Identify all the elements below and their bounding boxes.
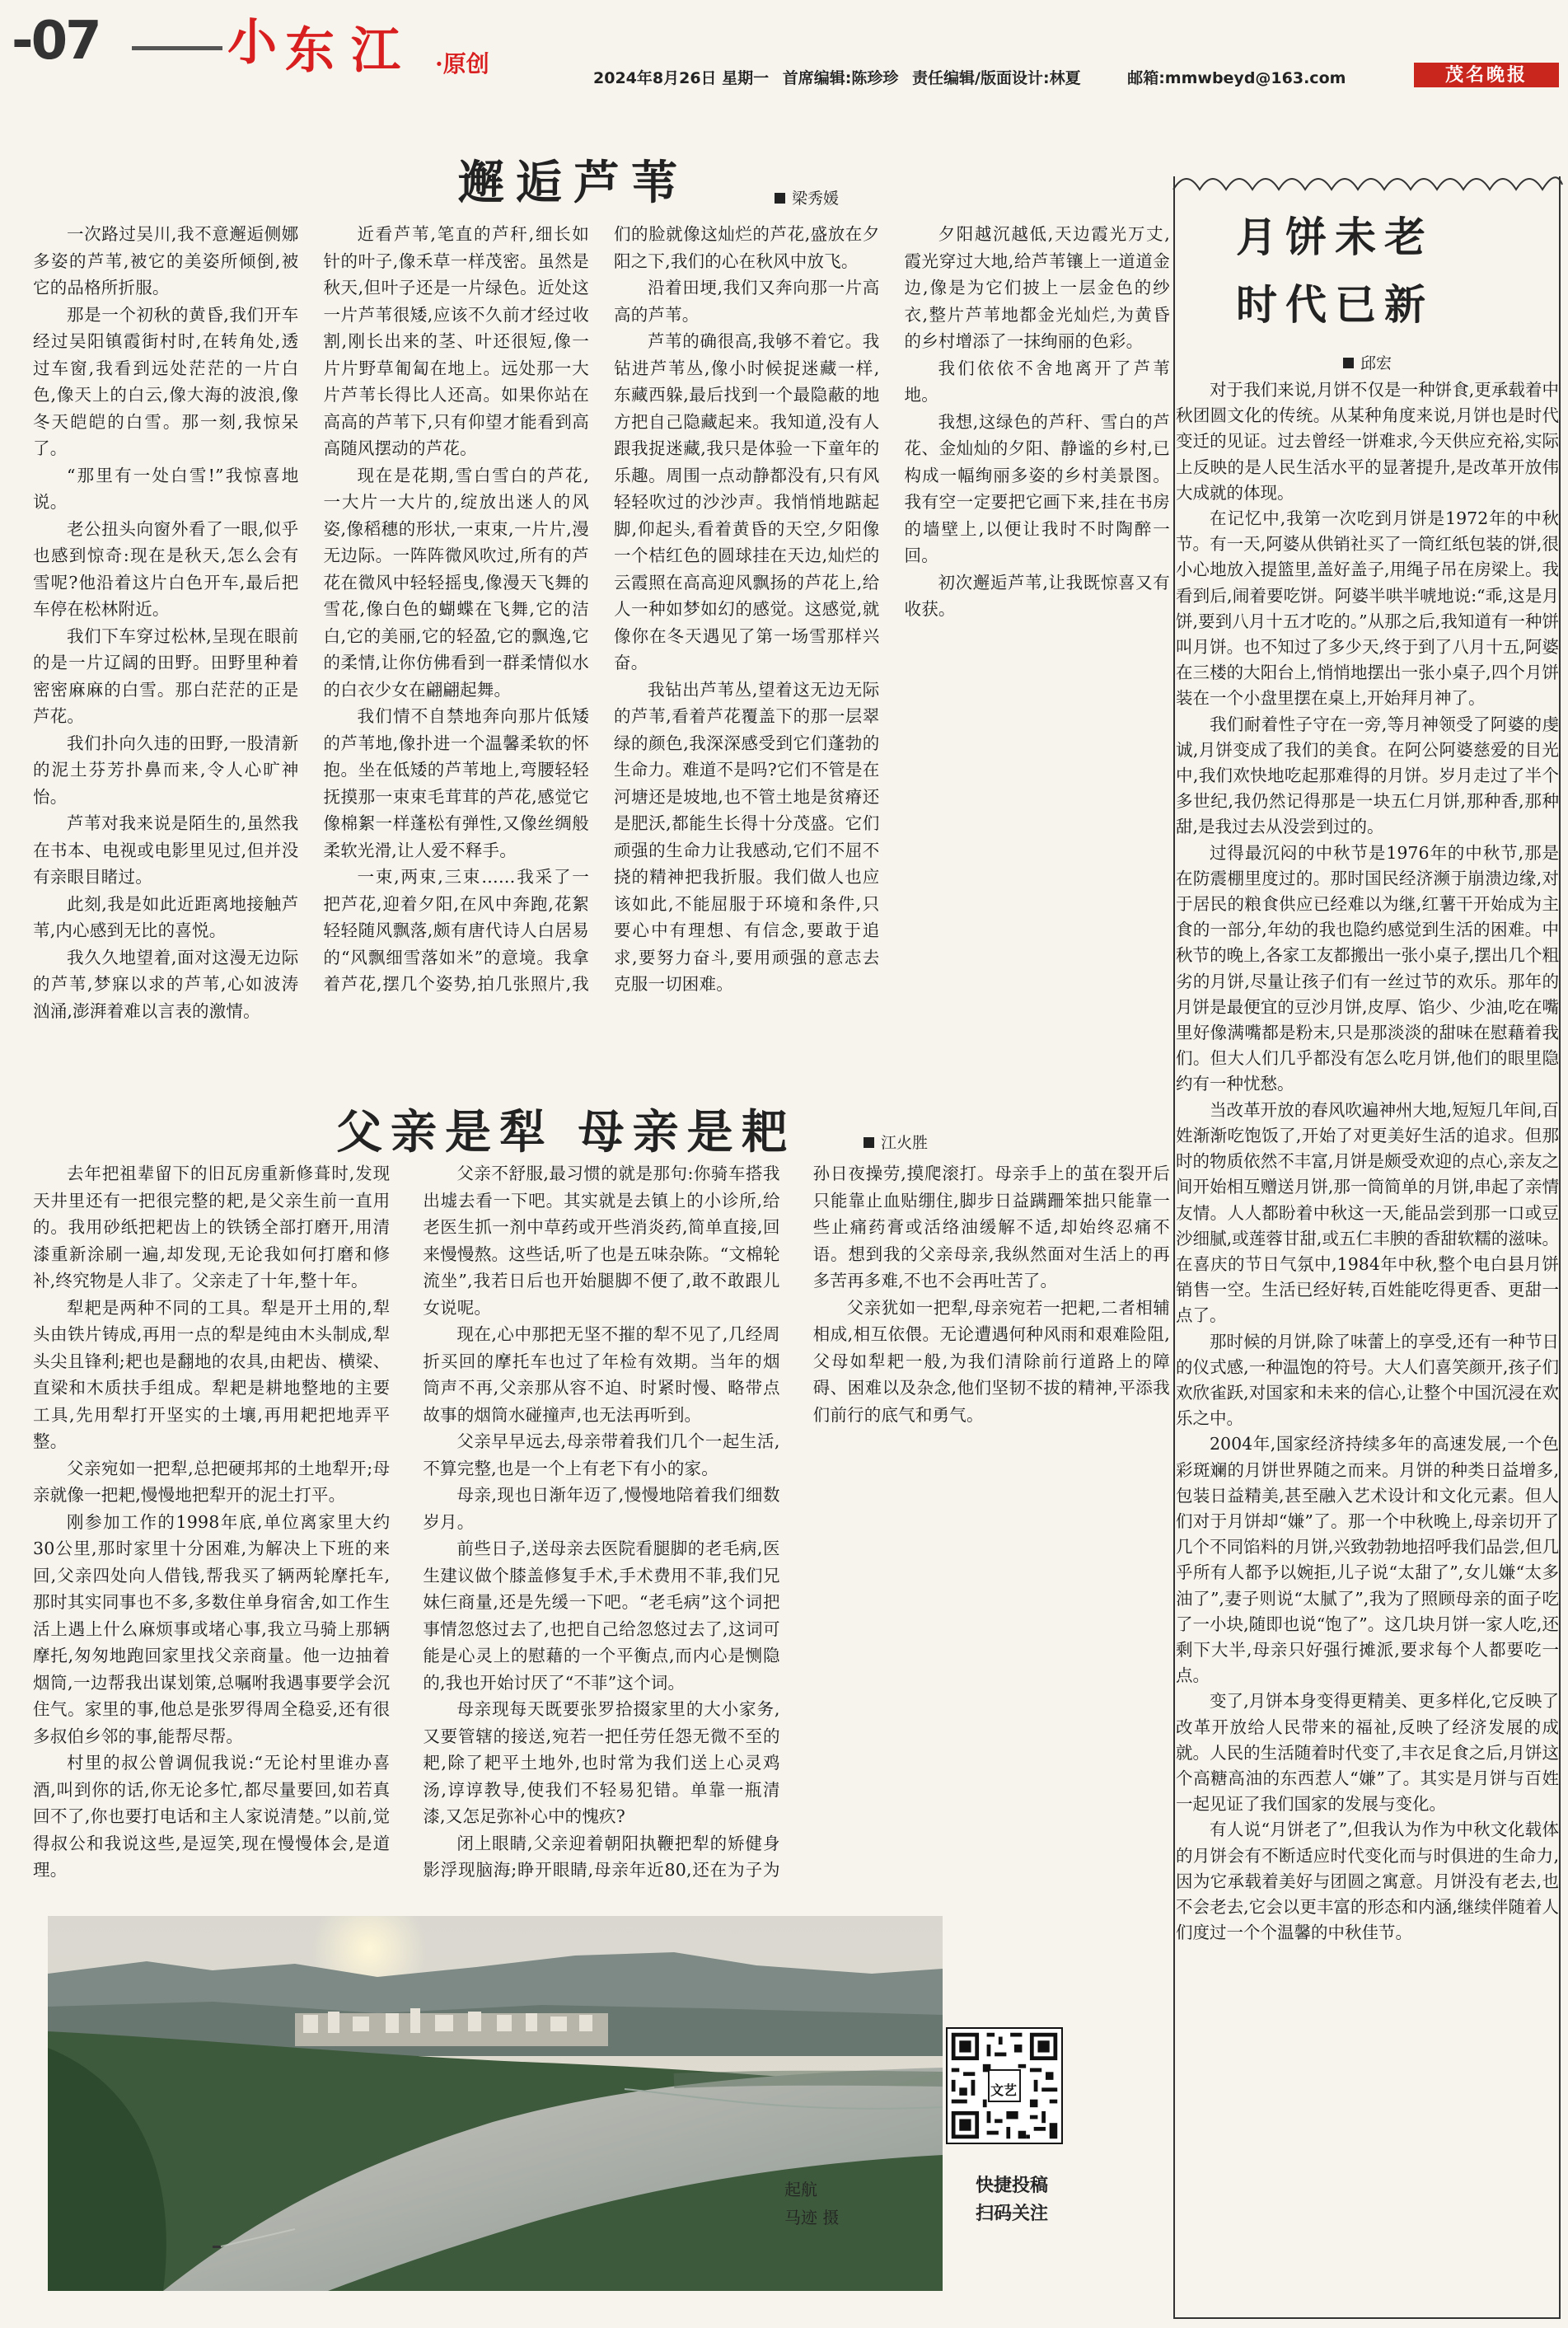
article3-paragraph: 过得最沉闷的中秋节是1976年的中秋节,那是在防震棚里度过的。那时国民经济濒于崩溃边缘,对于居民的粮食供应已经难以为继,红薯干开始成为主食的一部分,年幼的我也隐约感觉到生活的困难。中秋节的晚上,各家工友都搬出一张小桌子,摆出几个粗劣的月饼,尽量让孩子们有一丝过节的欢乐。那年的月饼是最便宜的豆沙月饼,皮厚、馅少、少油,吃在嘴里好像满嘴都是粉末,只是那淡淡的甜味在慰藉着我们。但大人们几乎都没有怎么吃月饼,他们的眼里隐约有一种忧愁。 [1176, 842, 1559, 1094]
article1-paragraph: “那里有一处白雪!”我惊喜地说。 [33, 465, 299, 512]
article1-paragraph: 沿着田埂,我们又奔向那一片高高的芦苇。 [614, 278, 880, 325]
article1-paragraph: 芦苇的确很高,我够不着它。我钻进芦苇丛,像小时候捉迷藏一样,东藏西躲,最后找到一个最隐蔽的地方把自己隐藏起来。我知道,没有人跟我捉迷藏,我只是体验一下童年的乐趣。周围一点动静都没有,只有风轻轻吹过的沙沙声。我悄悄地踮起脚,仰起头,看着黄昏的天空,夕阳像一个桔红色的圆球挂在天边,灿烂的云霞照在高高迎风飘扬的芦花上,给人一种如梦如幻的感觉。这感觉,就像你在冬天遇见了第一场雪那样兴奋。 [614, 331, 880, 672]
article3-paragraph: 有人说“月饼老了”,但我认为作为中秋文化载体的月饼会有不断适应时代变化而与时俱进的生命力,因为它承载着美好与团圆之寓意。月饼没有老去,也不会老去,它会以更丰富的形态和内涵,继续伴随着人们度过一个个温馨的中秋佳节。 [1176, 1820, 1559, 1943]
article2-paragraph: 现在,心中那把无坚不摧的犁不见了,几经周折买回的摩托车也过了年检有效期。当年的烟筒声不再,父亲那从容不迫、时紧时慢、略带点故事的烟筒水碰撞声,也无法再听到。 [423, 1324, 780, 1425]
chief-editor: 首席编辑:陈珍珍 [782, 69, 899, 87]
article3-paragraph: 对于我们来说,月饼不仅是一种饼食,更承载着中秋团圆文化的传统。从某种角度来说,月饼也是时代变迁的见证。过去曾经一饼难求,今天供应充裕,实际上反映的是人民生活水平的显著提升,是改革开放伟大成就的体现。 [1176, 380, 1559, 503]
article2-paragraph: 父亲宛如一把犁,总把硬邦邦的土地犁开;母亲就像一把耙,慢慢地把犁开的泥土打平。 [33, 1458, 391, 1505]
article1-title: 邂逅芦苇 [458, 156, 689, 210]
header-info [593, 66, 1384, 89]
email: 邮箱:mmwbeyd@163.com [1127, 69, 1346, 87]
article1-paragraph: 我们扑向久违的田野,一股清新的泥土芬芳扑鼻而来,令人心旷神怡。 [33, 733, 299, 807]
caption-credit: 马迹 摄 [784, 2208, 840, 2227]
article3-title-line1: 月饼未老 [1236, 213, 1434, 261]
article2-paragraph: 母亲,现也日渐年迈了,慢慢地陪着我们细数岁月。 [423, 1485, 780, 1532]
article2-paragraph: 父亲不舒服,最习惯的就是那句:你骑车搭我出墟去看一下吧。其实就是去镇上的小诊所,给老医生抓一剂中草药或开些消炎药,简单直接,回来慢慢熬。这些话,听了也是五味杂陈。“文棉轮流坐”,我若日后也开始腿脚不便了,敢不敢跟儿女说呢。 [423, 1164, 780, 1318]
article3-paragraph: 在记忆中,我第一次吃到月饼是1972年的中秋节。有一天,阿婆从供销社买了一筒红纸包装的饼,很小心地放入提篮里,盖好盖子,用绳子吊在房梁上。我看到后,闹着要吃饼。阿婆半哄半唬地说:“乖,这是月饼,要到八月十五才吃的。”从那之后,我知道有一种饼叫月饼。也不知过了多少天,终于到了八月十五,阿婆在三楼的大阳台上,悄悄地摆出一张小桌子,四个月饼装在一个小盘里摆在桌上,开始拜月神了。 [1176, 508, 1559, 709]
article1-paragraph: 初次邂逅芦苇,让我既惊喜又有收获。 [904, 572, 1170, 619]
article3-paragraph: 变了,月饼本身变得更精美、更多样化,它反映了改革开放给人民带来的福祉,反映了经济发展的成就。人民的生活随着时代变了,丰衣足食之后,月饼这个高糖高油的东西惹人“嫌”了。其实是月饼与百姓一起见证了我们国家的发展与变化。 [1176, 1691, 1559, 1815]
article2-paragraph: 闭上眼睛,父亲迎着朝阳执鞭把犁的矫健身影浮现脑海;睁开眼睛,母亲年近80,还在为子为孙日夜操劳,摸爬滚打。母亲手上的茧在裂开后只能靠止血贴绷住,脚步日益蹒跚笨拙只能靠一些止痛药膏或活络油缓解不适,却始终忍痛不语。想到我的父亲母亲,我纵然面对生活上的再多苦再多难,不也不会再吐苦了。 [423, 1164, 1170, 1880]
article3-paragraph: 我们耐着性子守在一旁,等月神领受了阿婆的虔诚,月饼变成了我们的美食。在阿公阿婆慈爱的目光中,我们欢快地吃起那难得的月饼。岁月走过了半个多世纪,我仍然记得那是一块五仁月饼,那种香,那种甜,是我过去从没尝到过的。 [1176, 714, 1559, 837]
article1-paragraph: 那是一个初秋的黄昏,我们开车经过吴阳镇霞街村时,在转角处,透过车窗,我看到远处茫茫的一片白色,像天上的白云,像大海的波浪,像冬天皑皑的白雪。那一刻,我惊呆了。 [33, 304, 299, 458]
article2-paragraph: 刚参加工作的1998年底,单位离家里大约30公里,那时家里十分困难,为解决上下班的来回,父亲四处向人借钱,帮我买了辆两轮摩托车,那时其实同事也不多,多数住单身宿舍,如工作生活上遇上什么麻烦事或堵心事,我立马骑上那辆摩托,匆匆地跑回家里找父亲商量。他一边抽着烟筒,一边帮我出谋划策,总嘱咐我遇事要学会沉住气。家里的事,他总是张罗得周全稳妥,还有很多叔伯乡邻的事,能帮尽帮。 [33, 1511, 391, 1746]
article2-paragraph: 去年把祖辈留下的旧瓦房重新修葺时,发现天井里还有一把很完整的耙,是父亲生前一直用的。我用砂纸把耙齿上的铁锈全部打磨开,用清漆重新涂刷一遍,却发现,无论我如何打磨和修补,终究物是人非了。父亲走了十年,整十年。 [33, 1164, 391, 1290]
article1-paragraph: 我们下车穿过松林,呈现在眼前的是一片辽阔的田野。田野里种着密密麻麻的白雪。那白茫茫的正是芦花。 [33, 625, 299, 726]
column-logo [227, 13, 400, 80]
article1-author: 梁秀媛 [775, 186, 839, 208]
logo-char-2: 东 [285, 22, 335, 80]
page-number: -07 [12, 11, 100, 72]
qr-line1: 快捷投稿 [976, 2176, 1049, 2196]
article2-paragraph: 犁耙是两种不同的工具。犁是开土用的,犁头由铁片铸成,再用一点的犁是纯由木头制成,犁头尖且锋利;耙也是翻地的农具,由耙齿、横梁、直梁和木质扶手组成。犁耙是耕地整地的主要工具,先用犁打开坚实的土壤,再用耙把地弄平整。 [33, 1297, 391, 1451]
qr-line2: 扫码关注 [976, 2204, 1049, 2224]
article3-author: 邱宏 [1343, 351, 1392, 373]
article3-paragraph: 当改革开放的春风吹遍神州大地,短短几年间,百姓渐渐吃饱饭了,开始了对更美好生活的追求。但那时的物质依然不丰富,月饼是颇受欢迎的点心,亲友之间开始相互赠送月饼,那一筒简单的月饼,串起了亲情友情。人人都盼着中秋这一天,能品尝到那一口或豆沙细腻,或莲蓉甘甜,或五仁丰腴的香甜软糯的滋味。在喜庆的节日气氛中,1984年中秋,整个电白县月饼销售一空。生活已经好转,百姓能吃得更香、更甜一点了。 [1176, 1099, 1559, 1326]
article3-title-line2: 时代已新 [1236, 280, 1434, 329]
article3-paragraph: 那时候的月饼,除了味蕾上的享受,还有一种节日的仪式感,一种温饱的符号。大人们喜笑颜开,孩子们欢欣雀跃,对国家和未来的信心,让整个中国沉浸在欢乐之中。 [1176, 1331, 1559, 1429]
article2-paragraph: 父亲犹如一把犁,母亲宛若一把耙,二者相辅相成,相互依偎。无论遭遇何种风雨和艰难险阻,父母如犁耙一般,为我们清除前行道路上的障碍、困难以及杂念,他们坚韧不拔的精神,平添我们前行的底气和勇气。 [812, 1297, 1170, 1425]
article1-paragraph: 一次路过吴川,我不意邂逅侧娜多姿的芦苇,被它的美姿所倾倒,被它的品格所折服。 [33, 224, 299, 297]
header-rule [132, 46, 222, 50]
article1-paragraph: 夕阳越沉越低,天边霞光万丈,霞光穿过大地,给芦苇镶上一道道金边,像是为它们披上一层金色的纱衣,整片芦苇地都金光灿烂,为黄昏的乡村增添了一抹绚丽的色彩。 [904, 224, 1170, 351]
article1-paragraph: 芦苇对我来说是陌生的,虽然我在书本、电视或电影里见过,但并没有亲眼目睹过。 [33, 813, 299, 887]
article2-paragraph: 母亲现每天既要张罗拾掇家里的大小家务,又要管辖的接送,宛若一把任劳任怨无微不至的耙,除了耙平土地外,也时常为我们送上心灵鸡汤,谆谆教导,使我们不轻易犯错。单靠一瓶清漆,又怎足弥补心中的愧疚? [423, 1699, 780, 1826]
newspaper-brand: 茂名晚报 [1414, 63, 1559, 87]
page-header [0, 0, 1568, 92]
article1-paragraph: 我们情不自禁地奔向那片低矮的芦苇地,像扑进一个温馨柔软的怀抱。坐在低矮的芦苇地上,弯腰轻轻抚摸那一束束毛茸茸的芦花,感觉它像棉絮一样蓬松有弹性,又像丝绸般柔软光滑,让人爱不释手。 [323, 706, 589, 860]
editor: 责任编辑/版面设计:林夏 [912, 69, 1081, 87]
article2-author: 江火胜 [864, 1131, 928, 1153]
article1-paragraph: 此刻,我是如此近距离地接触芦苇,内心感到无比的喜悦。 [33, 893, 299, 940]
article1-paragraph: 我们依依不舍地离开了芦苇地。 [904, 358, 1170, 405]
article1-paragraph: 我钻出芦苇丛,望着这无边无际的芦苇,看着芦花覆盖下的那一层翠绿的颜色,我深深感受到它们蓬勃的生命力。难道不是吗?它们不管是在河塘还是坡地,也不管土地是贫瘠还是肥沃,都能生长得十分茂盛。它们顽强的生命力让我感动,它们不屈不挠的精神把我折服。我们做人也应该如此,不能屈服于环境和条件,只要心中有理想、有信念,要敢于追求,要努力奋斗,要用顽强的意志去克服一切困难。 [614, 679, 880, 994]
article2-paragraph: 父亲早早远去,母亲带着我们几个一起生活,不算完整,也是一个上有老下有小的家。 [423, 1431, 780, 1478]
logo-char-3: 江 [351, 22, 400, 80]
article2-title: 父亲是犁 母亲是耙 [336, 1105, 796, 1159]
qr-instructions [976, 2172, 1048, 2228]
article1-paragraph: 现在是花期,雪白雪白的芦花,一大片一大片的,绽放出迷人的风姿,像稻穗的形状,一束束,一片片,漫无边际。一阵阵微风吹过,所有的芦花在微风中轻轻摇曳,像漫天飞舞的雪花,像白色的蝴蝶在飞舞,它的洁白,它的美丽,它的轻盈,它的飘逸,它的柔情,让你仿佛看到一群柔情似水的白衣少女在翩翩起舞。 [323, 465, 589, 700]
article2-body [33, 1160, 1170, 1898]
landscape-photo [48, 1916, 943, 2291]
column-suffix: ·原创 [435, 50, 489, 77]
article1-paragraph: 我想,这绿色的芦秆、雪白的芦花、金灿灿的夕阳、静谧的乡村,已构成一幅绚丽多姿的乡村美景图。我有空一定要把它画下来,挂在书房的墙壁上,以便让我时不时陶醉一回。 [904, 411, 1170, 565]
article1-paragraph: 我久久地望着,面对这漫无边际的芦苇,梦寐以求的芦苇,心如波涛汹涌,澎湃着难以言表的激情。 [33, 947, 299, 1021]
photo-caption [784, 2176, 839, 2232]
article2-paragraph: 村里的叔公曾调侃我说:“无论村里谁办喜酒,叫到你的话,你无论多忙,都尽量要回,如若真回不了,你也要打电话和主人家说清楚。”以前,觉得叔公和我说这些,是逗笑,现在慢慢体会,是道理。 [33, 1753, 391, 1880]
article2-paragraph: 前些日子,送母亲去医院看腿脚的老毛病,医生建议做个膝盖修复手术,手术费用不菲,我们兄妹仨商量,还是先缓一下吧。“老毛病”这个词把事情忽悠过去了,也把自己给忽悠过去了,这词可能是心灵上的慰藉的一个平衡点,而内心是恻隐的,我也开始讨厌了“不菲”这个词。 [423, 1539, 780, 1693]
article1-body [33, 221, 1170, 1045]
qr-center-label: 文艺 [990, 2082, 1018, 2098]
article1-paragraph: 一束,两束,三束……我采了一把芦花,迎着夕阳,在风中奔跑,花絮轻轻随风飘落,颇有唐代诗人白居易的“风飘细雪落如米”的意境。我拿着芦花,摆几个姿势,拍几张照片,我们的脸就像这灿烂的芦花,盛放在夕阳之下,我们的心在秋风中放飞。 [323, 224, 880, 994]
issue-date: 2024年8月26日 星期一 [593, 69, 770, 87]
caption-title: 起航 [784, 2180, 817, 2199]
logo-char-1: 小 [227, 14, 277, 72]
article3-body [1176, 377, 1559, 2256]
article3-paragraph: 2004年,国家经济持续多年的高速发展,一个色彩斑斓的月饼世界随之而来。月饼的种类日益增多,包装日益精美,甚至融入艺术设计和文化元素。但人们对于月饼却“嫌”了。那一个中秋晚上,母亲切开了几个不同馅料的月饼,兴致勃勃地招呼我们品尝,但几乎所有人都予以婉拒,儿子说“太甜了”,女儿嫌“太多油了”,妻子则说“太腻了”,我为了照顾母亲的面子吃了一小块,随即也说“饱了”。这几块月饼一家人吃,还剩下大半,母亲只好强行摊派,要求每个人都要吃一点。 [1176, 1434, 1559, 1686]
article1-paragraph: 近看芦苇,笔直的芦秆,细长如针的叶子,像禾草一样茂密。虽然是秋天,但叶子还是一片绿色。近处这一片芦苇很矮,应该不久前才经过收割,刚长出来的茎、叶还很短,像一片片野草匍匐在地上。远处那一大片芦苇长得比人还高。如果你站在高高的芦苇下,只有仰望才能看到高高随风摆动的芦花。 [323, 224, 589, 458]
article1-paragraph: 老公扭头向窗外看了一眼,似乎也感到惊奇:现在是秋天,怎么会有雪呢?他沿着这片白色开车,最后把车停在松林附近。 [33, 518, 299, 619]
